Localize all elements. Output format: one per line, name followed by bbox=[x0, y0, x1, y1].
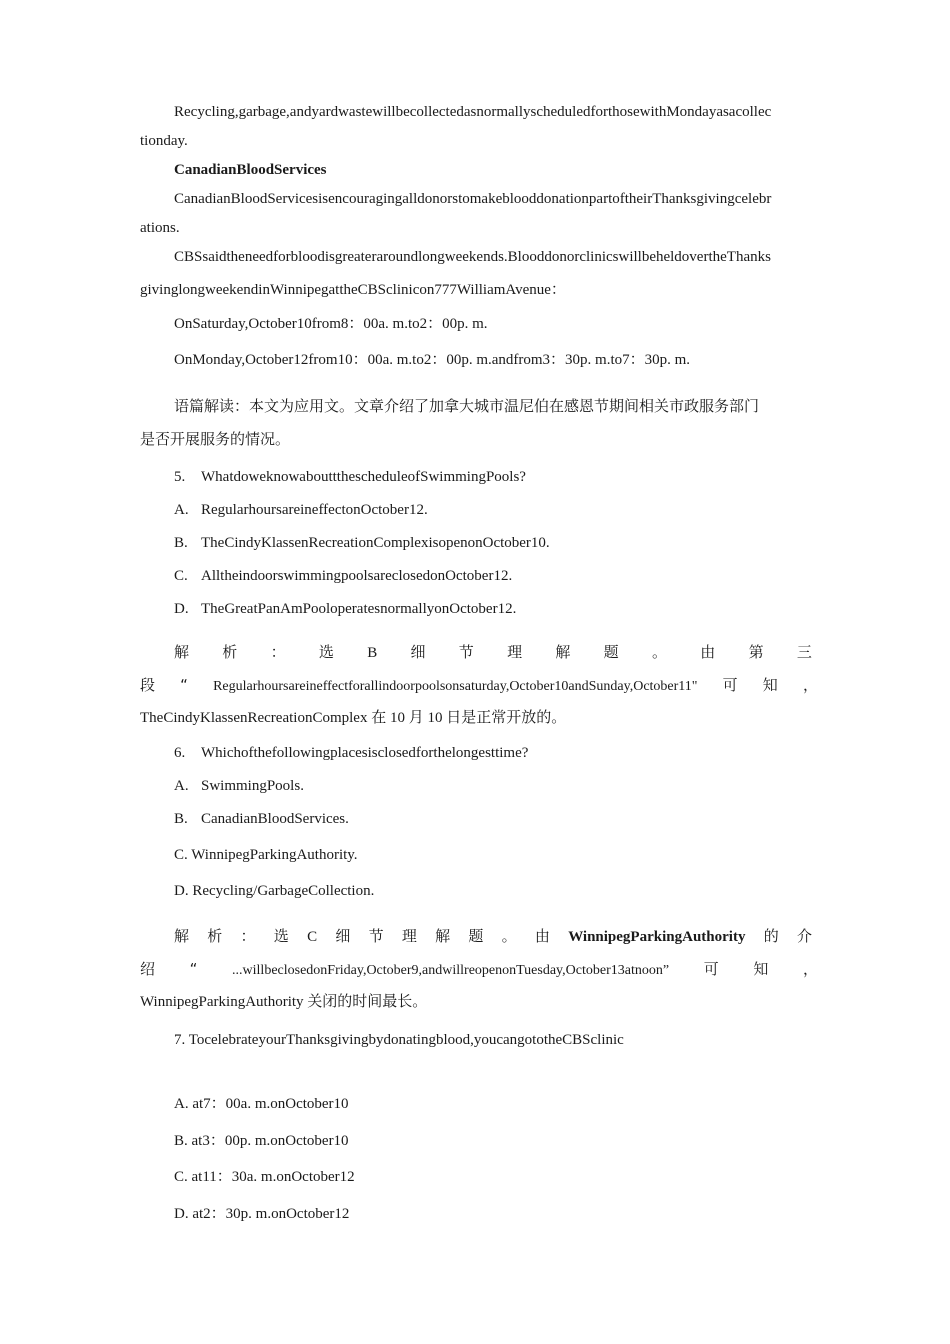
q6-option-c: C. WinnipegParkingAuthority. bbox=[174, 847, 358, 863]
analysis-char: 三 bbox=[796, 643, 812, 661]
q5-option-text: TheGreatPanAmPooloperatesnormallyonOctober12. bbox=[201, 601, 517, 617]
analysis-char: 题 bbox=[603, 643, 619, 661]
q7-option-b: B. at3：00p. m.onOctober10 bbox=[174, 1133, 349, 1149]
analysis-char: 析 bbox=[222, 643, 238, 661]
q7-stem: 7. TocelebrateyourThanksgivingbydonatingblood,youcangototheCBSclinic bbox=[174, 1032, 624, 1048]
analysis-bold-term: WinnipegParkingAuthority bbox=[568, 929, 746, 945]
analysis-char: 细 bbox=[335, 927, 351, 945]
q5-option-letter: A. bbox=[174, 502, 189, 518]
analysis-char: 解 bbox=[174, 927, 190, 945]
analysis-char: 理 bbox=[401, 927, 417, 945]
analysis-char: 节 bbox=[368, 927, 384, 945]
analysis-char: 节 bbox=[458, 643, 474, 661]
analysis-char: 由 bbox=[700, 643, 716, 661]
analysis-char: 解 bbox=[555, 643, 571, 661]
analysis-char: ： bbox=[270, 643, 286, 661]
monday-hours: OnMonday,October12from10：00a. m.to2：00p. m.andfrom3：30p. m.to7：30p. m. bbox=[174, 352, 691, 368]
analysis-char: B bbox=[367, 645, 378, 661]
cbs-paragraph-2-line-2: givinglongweekendinWinnipegattheCBSclinicon777WilliamAvenue： bbox=[140, 282, 566, 298]
analysis-char: “ bbox=[189, 960, 198, 978]
q7-option-a: A. at7：00a. m.onOctober10 bbox=[174, 1096, 349, 1112]
analysis-char: 第 bbox=[748, 643, 764, 661]
q5-option-text: RegularhoursareineffectonOctober12. bbox=[201, 502, 428, 518]
q5-analysis-line-3: TheCindyKlassenRecreationComplex 在 10 月 10 日是正常开放的。 bbox=[140, 710, 567, 726]
cbs-paragraph-1-line-1: CanadianBloodServicesisencouragingalldonorstomakeblooddonationpartoftheirThanksgivingcelebr bbox=[174, 191, 772, 207]
q6-stem-text: Whichofthefollowingplacesisclosedforthelongesttime? bbox=[201, 745, 529, 761]
analysis-char: 的 bbox=[763, 927, 779, 945]
q6-option-d: D. Recycling/GarbageCollection. bbox=[174, 883, 375, 899]
interpretation-line-2: 是否开展服务的情况。 bbox=[140, 430, 291, 448]
analysis-char: 介 bbox=[796, 927, 812, 945]
q5-stem bbox=[174, 467, 812, 487]
analysis-char: ， bbox=[802, 676, 818, 694]
analysis-char: 解 bbox=[174, 643, 190, 661]
analysis-char: 解 bbox=[435, 927, 451, 945]
analysis-char: 。 bbox=[501, 927, 517, 945]
analysis-char: C bbox=[307, 929, 318, 945]
analysis-char: 绍 bbox=[140, 960, 156, 978]
q5-option-b bbox=[174, 533, 812, 553]
q5-option-text: TheCindyKlassenRecreationComplexisopenonOctober10. bbox=[201, 535, 550, 551]
q6-option-text: SwimmingPools. bbox=[201, 778, 304, 794]
q6-option-letter: B. bbox=[174, 811, 188, 827]
q5-option-d bbox=[174, 599, 812, 619]
analysis-char: 选 bbox=[273, 927, 289, 945]
q6-stem bbox=[174, 743, 812, 763]
q7-option-d: D. at2：30p. m.onOctober12 bbox=[174, 1206, 350, 1222]
analysis-char: ， bbox=[802, 960, 818, 978]
saturday-hours: OnSaturday,October10from8：00a. m.to2：00p. m. bbox=[174, 316, 488, 332]
analysis-char: 知 bbox=[762, 676, 778, 694]
analysis-char: 理 bbox=[507, 643, 523, 661]
q6-analysis-line-2 bbox=[140, 959, 818, 981]
q5-option-c bbox=[174, 566, 812, 586]
q5-option-letter: C. bbox=[174, 568, 188, 584]
q5-analysis-line-2 bbox=[140, 675, 818, 697]
analysis-char: 可 bbox=[703, 960, 719, 978]
analysis-char: 题 bbox=[468, 927, 484, 945]
recycling-line-1: Recycling,garbage,andyardwastewillbecollectedasnormallyscheduledforthosewithMondayasacollec bbox=[174, 104, 772, 120]
q6-option-b bbox=[174, 809, 812, 829]
analysis-char: 析 bbox=[207, 927, 223, 945]
cbs-heading: CanadianBloodServices bbox=[174, 162, 327, 178]
q6-number: 6. bbox=[174, 745, 186, 761]
q6-option-text: CanadianBloodServices. bbox=[201, 811, 349, 827]
q5-option-letter: D. bbox=[174, 601, 189, 617]
analysis-char: ： bbox=[240, 927, 256, 945]
q5-stem-text: WhatdoweknowabouttthescheduleofSwimmingPools? bbox=[201, 469, 526, 485]
cbs-paragraph-1-line-2: ations. bbox=[140, 220, 180, 236]
analysis-char: 段 bbox=[140, 676, 156, 694]
analysis-char: 可 bbox=[722, 676, 738, 694]
analysis-char: 细 bbox=[410, 643, 426, 661]
q7-option-c: C. at11：30a. m.onOctober12 bbox=[174, 1169, 355, 1185]
analysis-quote: ...willbeclosedonFriday,October9,andwillreopenonTuesday,October13atnoon” bbox=[232, 963, 670, 978]
q6-analysis-line-1 bbox=[174, 926, 812, 947]
analysis-char: 。 bbox=[651, 643, 667, 661]
q5-option-letter: B. bbox=[174, 535, 188, 551]
interpretation-line-1: 语篇解读：本文为应用文。文章介绍了加拿大城市温尼伯在感恩节期间相关市政服务部门 bbox=[174, 397, 760, 415]
q5-option-text: AlltheindoorswimmingpoolsareclosedonOctober12. bbox=[201, 568, 513, 584]
analysis-char: “ bbox=[180, 676, 188, 694]
q5-number: 5. bbox=[174, 469, 186, 485]
analysis-quote: Regularhoursareineffectforallindoorpoolsonsaturday,October10andSunday,October11" bbox=[213, 679, 698, 694]
q6-option-letter: A. bbox=[174, 778, 189, 794]
analysis-char: 选 bbox=[318, 643, 334, 661]
recycling-line-2: tionday. bbox=[140, 133, 188, 149]
analysis-char: 由 bbox=[534, 927, 550, 945]
analysis-char: 知 bbox=[753, 960, 769, 978]
q6-option-a bbox=[174, 776, 812, 796]
q5-option-a bbox=[174, 500, 812, 520]
q6-analysis-line-3: WinnipegParkingAuthority 关闭的时间最长。 bbox=[140, 994, 428, 1010]
q5-analysis-line-1 bbox=[174, 642, 812, 663]
cbs-paragraph-2-line-1: CBSsaidtheneedforbloodisgreateraroundlongweekends.BlooddonorclinicswillbeheldovertheThanks bbox=[174, 249, 771, 265]
